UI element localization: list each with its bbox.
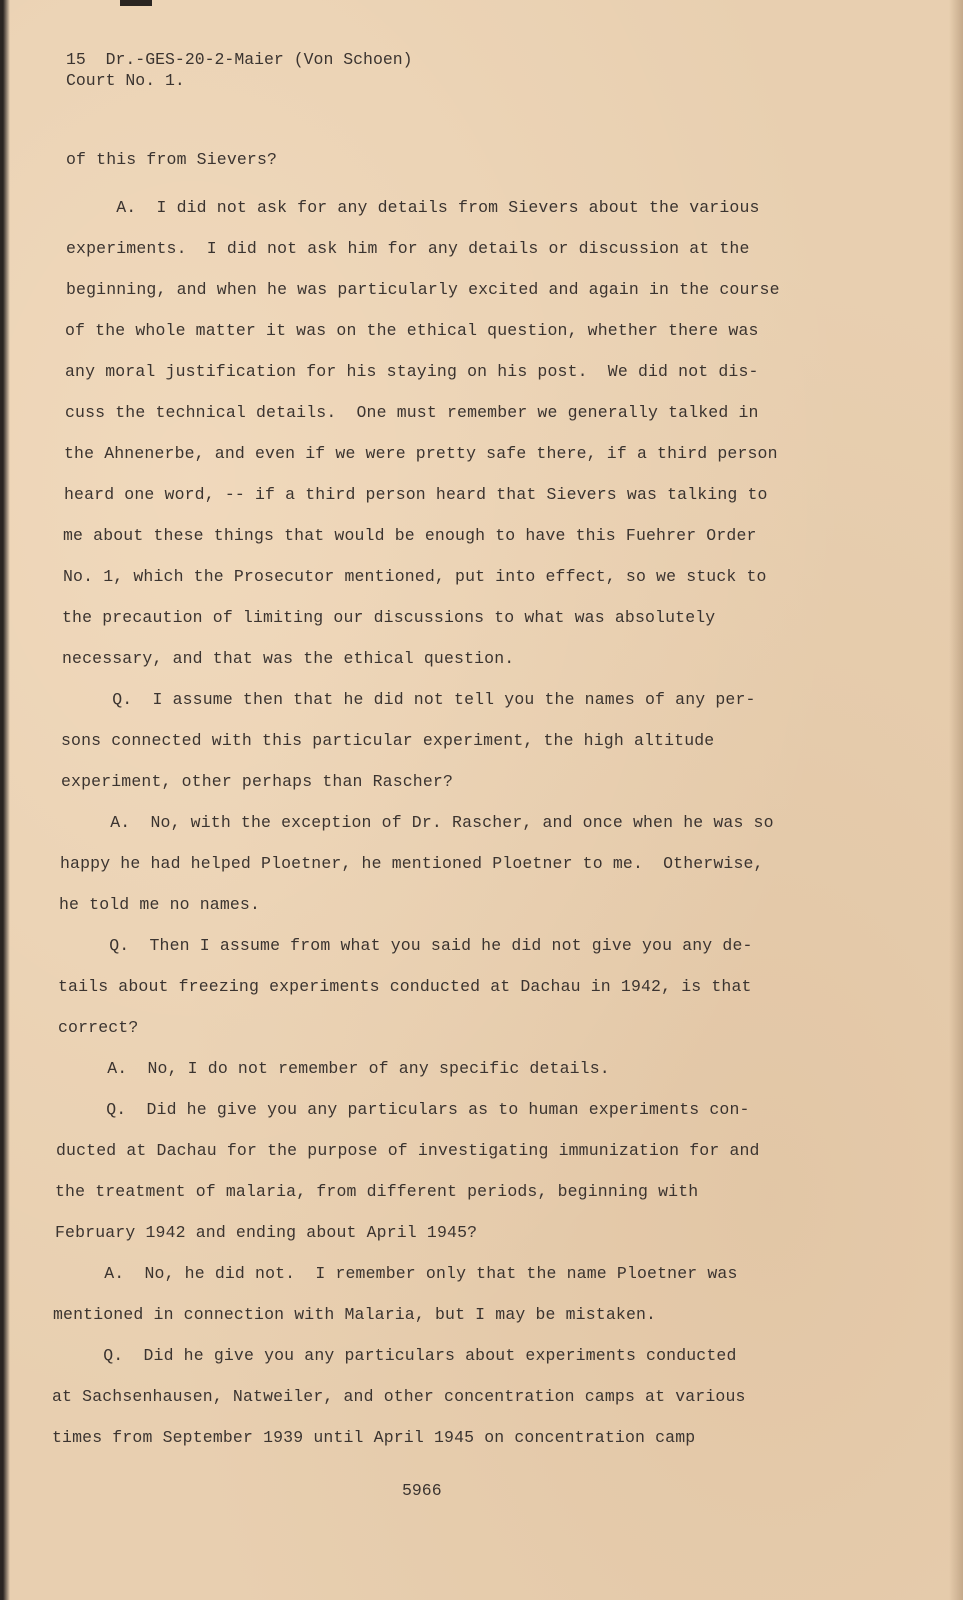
scan-edge-left — [0, 0, 10, 1600]
transcript-line: experiment, other perhaps than Rascher? — [61, 772, 454, 791]
transcript-line: correct? — [58, 1018, 139, 1037]
transcript-line: the Ahnenerbe, and even if we were pretty safe there, if a third person — [64, 444, 778, 463]
transcript-line: ducted at Dachau for the purpose of investigating immunization for and — [56, 1141, 760, 1160]
transcript-line: A. No, I do not remember of any specific details. — [57, 1059, 610, 1078]
transcript-line: tails about freezing experiments conducted at Dachau in 1942, is that — [58, 977, 752, 996]
transcript-line: mentioned in connection with Malaria, but I may be mistaken. — [53, 1305, 657, 1324]
transcript-line: A. No, with the exception of Dr. Rascher, and once when he was so — [60, 813, 774, 832]
transcript-line: any moral justification for his staying on his post. We did not dis- — [65, 362, 759, 381]
scan-corner-mark — [120, 0, 152, 6]
transcript-line: Q. Did he give you any particulars about experiments conducted — [53, 1346, 737, 1365]
page-number: 5966 — [402, 1481, 442, 1500]
transcript-line: me about these things that would be enough to have this Fuehrer Order — [63, 526, 757, 545]
transcript-line: cuss the technical details. One must remember we generally talked in — [65, 403, 759, 422]
transcript-line: times from September 1939 until April 1945 on concentration camp — [52, 1428, 696, 1447]
header-court-line: Court No. 1. — [66, 71, 185, 90]
transcript-line: at Sachsenhausen, Natweiler, and other concentration camps at various — [52, 1387, 746, 1406]
transcript-line: heard one word, -- if a third person heard that Sievers was talking to — [64, 485, 768, 504]
transcript-line: Q. I assume then that he did not tell you the names of any per- — [62, 690, 756, 709]
transcript-line: he told me no names. — [59, 895, 261, 914]
transcript-line: A. I did not ask for any details from Sievers about the various — [66, 198, 760, 217]
transcript-line: experiments. I did not ask him for any details or discussion at the — [66, 239, 750, 258]
transcript-line: necessary, and that was the ethical question. — [62, 649, 515, 668]
transcript-line: beginning, and when he was particularly excited and again in the course — [66, 280, 780, 299]
header-docket-line: 15 Dr.-GES-20-2-Maier (Von Schoen) — [66, 50, 413, 69]
transcript-line: A. No, he did not. I remember only that the name Ploetner was — [54, 1264, 738, 1283]
scan-edge-right — [949, 0, 963, 1600]
transcript-line: happy he had helped Ploetner, he mentioned Ploetner to me. Otherwise, — [60, 854, 764, 873]
transcript-line: Q. Did he give you any particulars as to human experiments con- — [56, 1100, 750, 1119]
transcript-line: Q. Then I assume from what you said he did not give you any de- — [59, 936, 753, 955]
transcript-line: the treatment of malaria, from different periods, beginning with — [55, 1182, 699, 1201]
transcript-line: February 1942 and ending about April 1945? — [55, 1223, 478, 1242]
transcript-line: No. 1, which the Prosecutor mentioned, put into effect, so we stuck to — [63, 567, 767, 586]
transcript-line: the precaution of limiting our discussions to what was absolutely — [62, 608, 716, 627]
transcript-line: of this from Sievers? — [66, 150, 278, 169]
transcript-line: of the whole matter it was on the ethical question, whether there was — [65, 321, 759, 340]
transcript-line: sons connected with this particular experiment, the high altitude — [61, 731, 715, 750]
